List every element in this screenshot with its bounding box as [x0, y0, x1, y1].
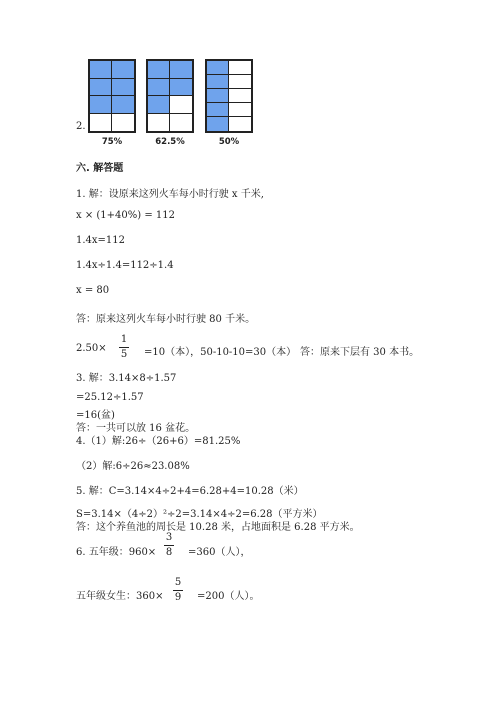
grid-cell — [90, 96, 112, 114]
p1-line1: 1. 解：设原来这列火车每小时行驶 x 千米, — [76, 189, 264, 200]
p5-line1: 5. 解：C=3.14×4÷2+4=6.28+4=10.28（米） — [76, 486, 304, 497]
grid-cell — [148, 114, 170, 132]
p5-answer: 答：这个养鱼池的周长是 10.28 米，占地面积是 6.28 平方米。 — [76, 522, 360, 533]
question-number: 2. — [76, 121, 86, 132]
section-title: 六. 解答题 — [76, 163, 124, 174]
grid-cell — [207, 89, 229, 103]
fraction-numerator: 1 — [120, 334, 128, 345]
p2-prefix: 2.50× — [76, 343, 107, 354]
grid-label: 75% — [101, 137, 123, 147]
fraction-bar — [119, 347, 129, 348]
p6-line2-prefix: 五年级女生：360× — [76, 591, 164, 602]
grid-cell — [170, 96, 192, 114]
p1-line4: 1.4x÷1.4=112÷1.4 — [76, 260, 174, 271]
fraction-grid-50 — [205, 59, 253, 133]
p5-line2: S=3.14×（4÷2）²÷2=3.14×4÷2=6.28（平方米） — [76, 509, 323, 520]
grid-cell — [207, 75, 229, 89]
grid-cell — [148, 96, 170, 114]
grid-cell — [229, 103, 251, 117]
fraction-bar — [173, 590, 183, 591]
p3-line2: =25.12÷1.57 — [76, 392, 144, 403]
fraction-numerator: 3 — [165, 532, 173, 543]
p2-suffix: =10（本），50-10-10=30（本） — [144, 347, 297, 358]
grid-cell — [207, 117, 229, 131]
p4-line2: （2）解:6÷26≈23.08% — [76, 461, 190, 472]
p3-answer: 答：一共可以放 16 盆花。 — [76, 423, 196, 434]
p2-answer: 答：原来下层有 30 本书。 — [300, 347, 420, 358]
p3-line1: 3. 解：3.14×8÷1.57 — [76, 373, 177, 384]
grid-cell — [229, 117, 251, 131]
p6-line1-suffix: =360（人）， — [188, 547, 251, 558]
grid-cell — [112, 96, 134, 114]
grid-cell — [170, 114, 192, 132]
grid-cell — [112, 114, 134, 132]
grid-cell — [229, 89, 251, 103]
grid-cell — [112, 61, 134, 79]
fraction-grid-75 — [88, 59, 136, 133]
fraction-denominator: 9 — [174, 592, 182, 603]
grid-cell — [90, 79, 112, 97]
grid-cell — [170, 79, 192, 97]
p6-line2-suffix: =200（人）。 — [197, 591, 260, 602]
grid-cell — [90, 61, 112, 79]
p1-answer: 答：原来这列火车每小时行驶 80 千米。 — [76, 314, 256, 325]
fraction-grid-62-5 — [146, 59, 194, 133]
grid-cell — [229, 75, 251, 89]
p6-fraction-2 — [173, 577, 183, 604]
p2-fraction — [119, 334, 129, 361]
grid-cell — [170, 61, 192, 79]
p1-line5: x = 80 — [76, 285, 110, 296]
p1-line3: 1.4x=112 — [76, 235, 126, 246]
grid-cell — [90, 114, 112, 132]
p4-line1: 4.（1）解:26÷（26+6）=81.25% — [76, 436, 241, 447]
p3-line3: =16(盆) — [76, 410, 115, 421]
grid-cell — [148, 61, 170, 79]
grid-label: 50% — [218, 137, 240, 147]
grid-label: 62.5% — [155, 137, 185, 147]
fraction-numerator: 5 — [174, 577, 182, 588]
grid-cell — [207, 103, 229, 117]
grid-cell — [207, 61, 229, 75]
p6-line1-prefix: 6. 五年级：960× — [76, 547, 157, 558]
p1-line2: x × (1+40%) = 112 — [76, 210, 175, 221]
grid-cell — [229, 61, 251, 75]
fraction-denominator: 5 — [120, 349, 128, 360]
grid-cell — [112, 79, 134, 97]
p6-fraction-1 — [164, 532, 174, 559]
grid-cell — [148, 79, 170, 97]
fraction-bar — [164, 545, 174, 546]
fraction-denominator: 8 — [165, 547, 173, 558]
